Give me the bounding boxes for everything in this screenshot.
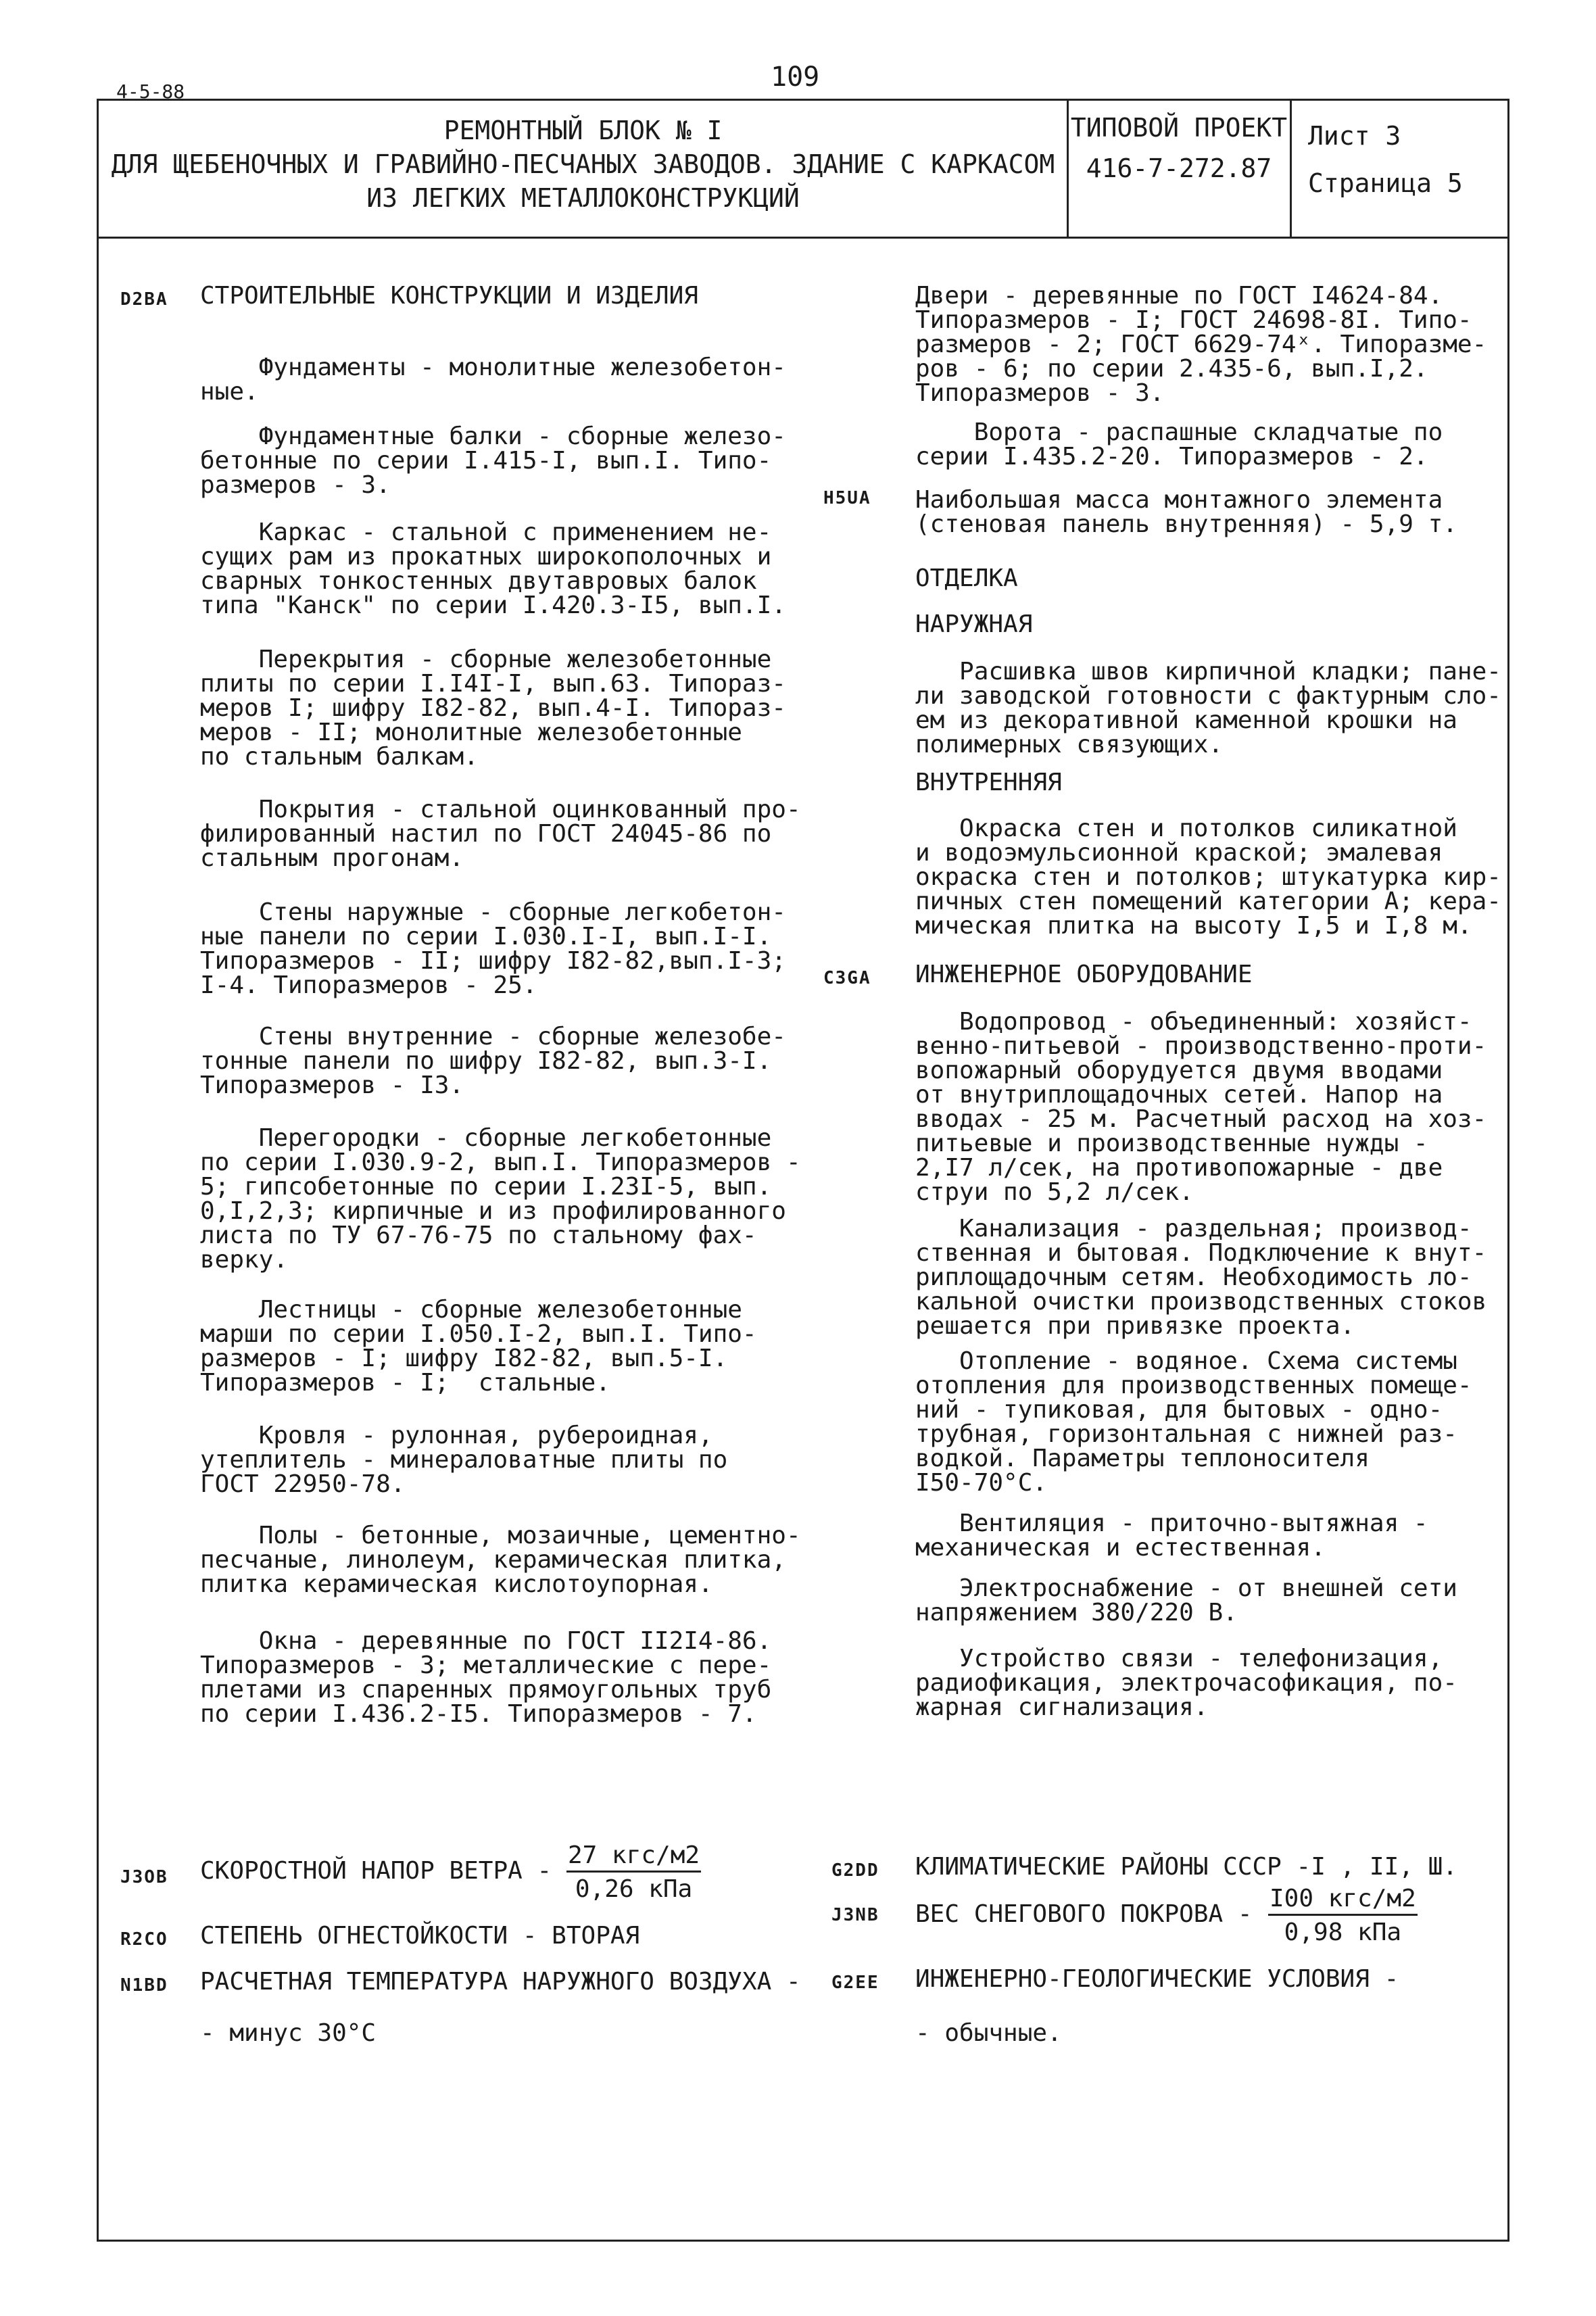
paragraph: Водопровод - объединенный: хозяйст- венно-питьевой - производственно-проти- вопожарный оборудуется двумя вводами от внутриплощадочных сетей. Напор на вводах - 25 м. Расчетный расход на хоз- питьевые и производственные нужды - 2,I7 л/сек, на противопожарные - две струи по 5,2 л/сек. xyxy=(915,1008,1487,1206)
paragraph-gates: Ворота - распашные складчатые по серии I.435.2-20. Типоразмеров - 2. xyxy=(915,418,1443,471)
paragraph: Канализация - раздельная; производ- ственная и бытовая. Подключение к внут- риплощадочным сетям. Необходимость ло- кальной очистки производственных стоков решается при привязке проекта. xyxy=(915,1215,1487,1340)
header-divider-2 xyxy=(1290,99,1292,237)
header-title-2: ДЛЯ ЩЕБЕНОЧНЫХ И ГРАВИЙНО-ПЕСЧАНЫХ ЗАВОДОВ. ЗДАНИЕ С КАРКАСОМ xyxy=(111,149,1055,179)
paragraph: Перекрытия - сборные железобетонные плиты по серии I.I4I-I, вып.63. Типораз- меров I; шифру I82-82, вып.4-I. Типораз- меров - II; монолитные железобетонные по стальным балкам. xyxy=(200,646,786,771)
paragraph: Каркас - стальной с применением не- сущих рам из прокатных широкополочных и сварных тонкостенных двутавровых балок типа "Канск" по серии I.420.3-I5, вып.I. xyxy=(200,518,786,619)
paragraph: Кровля - рулонная, рубероидная, утеплитель - минераловатные плиты по ГОСТ 22950-78. xyxy=(200,1422,728,1498)
wind-value-num: 27 кгс/м2 xyxy=(566,1841,701,1873)
section-heading: НАРУЖНАЯ xyxy=(915,610,1033,638)
page-label: Страница 5 xyxy=(1308,168,1463,198)
paragraph-mass: Наибольшая масса монтажного элемента (стеновая панель внутренняя) - 5,9 т. xyxy=(915,486,1457,538)
paragraph: Электроснабжение - от внешней сети напряжением 380/220 В. xyxy=(915,1574,1457,1626)
header-title-3: ИЗ ЛЕГКИХ МЕТАЛЛОКОНСТРУКЦИЙ xyxy=(366,183,800,213)
paragraph: Стены наружные - сборные легкобетон- ные панели по серии I.030.I-I, вып.I-I. Типоразмеров - II; шифру I82-82,вып.I-3; I-4. Типоразмеров - 25. xyxy=(200,898,786,999)
paragraph: Фундаменты - монолитные железобетон- ные. xyxy=(200,354,786,406)
header-divider xyxy=(97,237,1509,239)
section-heading: СТРОИТЕЛЬНЫЕ КОНСТРУКЦИИ И ИЗДЕЛИЯ xyxy=(200,282,698,310)
climate-label: КЛИМАТИЧЕСКИЕ РАЙОНЫ СССР -I , II, Ш. xyxy=(915,1853,1457,1881)
paragraph: Покрытия - стальной оцинкованный про- филированный настил по ГОСТ 24045-86 по стальным прогонам. xyxy=(200,796,801,872)
project-label: ТИПОВОЙ ПРОЕКТ xyxy=(1070,113,1288,143)
section-heading: ОТДЕЛКА xyxy=(915,564,1018,592)
paragraph: Перегородки - сборные легкобетонные по серии I.030.9-2, вып.I. Типоразмеров - 5; гипсобетонные по серии I.23I-5, вып. 0,I,2,3; кирпичные и из профилированного листа по ТУ 67-76-75 по стальному фах- верку. xyxy=(200,1124,801,1274)
wind-label: СКОРОСТНОЙ НАПОР ВЕТРА - xyxy=(200,1857,552,1885)
page-number: 109 xyxy=(771,62,820,93)
paragraph-outer: Расшивка швов кирпичной кладки; пане- ли заводской готовности с фактурным сло- ем из декоративной каменной крошки на полимерных связующих. xyxy=(915,658,1501,758)
project-number: 416-7-272.87 xyxy=(1086,153,1272,183)
paragraph: Окна - деревянные по ГОСТ II2I4-86. Типоразмеров - 3; металлические с пере- плетами из спаренных прямоугольных труб по серии I.436.2-I5. Типоразмеров - 7. xyxy=(200,1627,772,1728)
paragraph: Лестницы - сборные железобетонные марши по серии I.050.I-2, вып.I. Типо- размеров - I; шифру I82-82, вып.5-I. Типоразмеров - I; стальные. xyxy=(200,1296,757,1397)
paragraph-doors: Двери - деревянные по ГОСТ I4624-84. Типоразмеров - I; ГОСТ 24698-8I. Типо- размеров - 2; ГОСТ 6629-74ˣ. Типоразме- ров - 6; по серии 2.435-6, вып.I,2. Типоразмеров - 3. xyxy=(915,282,1487,407)
header-divider-1 xyxy=(1067,99,1069,237)
snow-value-den: 0,98 кПа xyxy=(1284,1919,1402,1946)
geo-value: - обычные. xyxy=(915,2019,1062,2047)
snow-label: ВЕС СНЕГОВОГО ПОКРОВА - xyxy=(915,1900,1253,1928)
wind-value-den: 0,26 кПа xyxy=(575,1875,693,1903)
fire-label: СТЕПЕНЬ ОГНЕСТОЙКОСТИ - ВТОРАЯ xyxy=(200,1922,640,1950)
section-heading: ВНУТРЕННЯЯ xyxy=(915,769,1062,796)
date-mark: 4-5-88 xyxy=(116,80,185,103)
paragraph: Отопление - водяное. Схема системы отопления для производственных помеще- ний - тупиковая, для бытовых - одно- трубная, горизонтальная с нижней раз- водкой. Параметры теплоносителя I50-70°C. xyxy=(915,1347,1472,1497)
temp-code: N1BD xyxy=(120,1975,168,1996)
section-heading: ИНЖЕНЕРНОЕ ОБОРУДОВАНИЕ xyxy=(915,961,1253,988)
snow-value-num: I00 кгс/м2 xyxy=(1268,1885,1418,1916)
header-title-1: РЕМОНТНЫЙ БЛОК № I xyxy=(443,116,723,145)
wind-value xyxy=(566,1841,701,1903)
section-code: H5UA xyxy=(823,488,871,508)
wind-code: J3OB xyxy=(120,1867,168,1887)
temp-label: РАСЧЕТНАЯ ТЕМПЕРАТУРА НАРУЖНОГО ВОЗДУХА - xyxy=(200,1968,801,1996)
fire-code: R2CO xyxy=(120,1929,168,1950)
climate-code: G2DD xyxy=(831,1860,879,1881)
paragraph: Стены внутренние - сборные железобе- тонные панели по шифру I82-82, вып.3-I. Типоразмеров - I3. xyxy=(200,1023,786,1099)
paragraph: Полы - бетонные, мозаичные, цементно- песчаные, линолеум, керамическая плитка, плитка керамическая кислотоупорная. xyxy=(200,1522,801,1598)
sheet-number: Лист 3 xyxy=(1308,121,1401,151)
paragraph: Устройство связи - телефонизация, радиофикация, электрочасофикация, по- жарная сигнализация. xyxy=(915,1645,1457,1721)
geo-code: G2EE xyxy=(831,1973,879,1993)
paragraph: Вентиляция - приточно-вытяжная - механическая и естественная. xyxy=(915,1510,1428,1562)
temp-value: - минус 30°С xyxy=(200,2019,377,2047)
geo-label: ИНЖЕНЕРНО-ГЕОЛОГИЧЕСКИЕ УСЛОВИЯ - xyxy=(915,1965,1399,1993)
section-code: D2BA xyxy=(120,289,168,310)
section-code: C3GA xyxy=(823,968,871,988)
snow-code: J3NB xyxy=(831,1905,879,1925)
snow-value xyxy=(1268,1885,1418,1946)
paragraph: Фундаментные балки - сборные железо- бетонные по серии I.415-I, вып.I. Типо- размеров - 3. xyxy=(200,423,786,499)
paragraph-inner: Окраска стен и потолков силикатной и водоэмульсионной краской; эмалевая окраска стен и потолков; штукатурка кир- пичных стен помещений категории А; кера- мическая плитка на высоту I,5 и I,8 м. xyxy=(915,815,1501,940)
